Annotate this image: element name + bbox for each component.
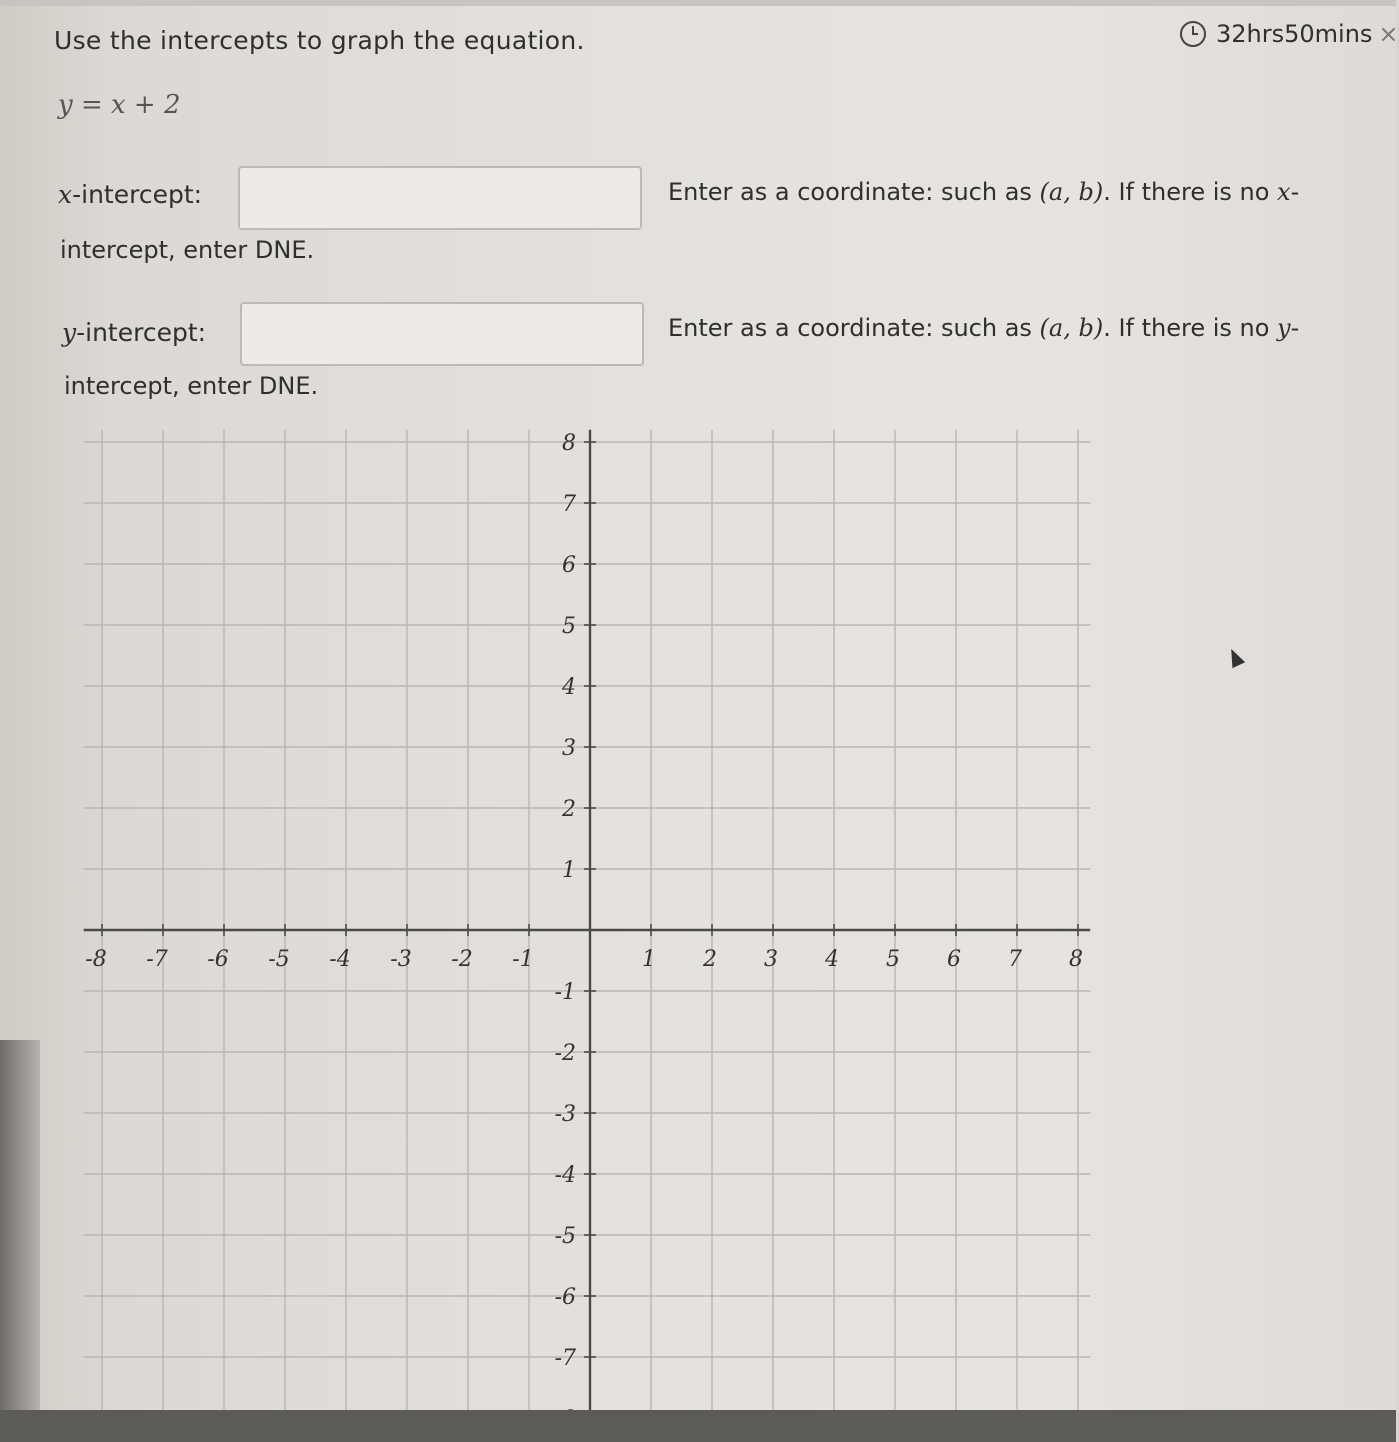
- y-intercept-input[interactable]: [240, 302, 644, 366]
- clock-icon: [1180, 21, 1206, 47]
- x-hint-prefix: Enter as a coordinate: such as: [668, 178, 1040, 206]
- y-tick-label: 8: [562, 431, 576, 456]
- x-intercept-hint: [668, 178, 1299, 206]
- x-tick-label: 5: [886, 947, 900, 972]
- y-tick-label: -7: [554, 1346, 576, 1371]
- x-tick-label: -7: [146, 947, 168, 972]
- bottom-bezel: [0, 1410, 1396, 1442]
- y-hint-var: y: [1277, 314, 1291, 342]
- x-hint-example: (a, b): [1039, 178, 1104, 206]
- x-tick-label: 7: [1008, 947, 1022, 972]
- timer-text: 32hrs50mins: [1216, 20, 1373, 48]
- y-intercept-hint: [668, 314, 1299, 342]
- timer-close-icon[interactable]: ×: [1378, 20, 1399, 48]
- x-tick-label: 6: [947, 947, 961, 972]
- x-intercept-hint-continued: intercept, enter DNE.: [60, 236, 315, 264]
- y-intercept-hint-continued: intercept, enter DNE.: [64, 372, 319, 400]
- x-tick-label: -4: [329, 947, 351, 972]
- y-tick-label: -5: [554, 1224, 576, 1249]
- question-instruction: Use the intercepts to graph the equation.: [54, 26, 585, 55]
- y-tick-label: 6: [562, 553, 576, 578]
- screen-edge-shadow: [0, 1040, 40, 1442]
- x-intercept-input[interactable]: [238, 166, 642, 230]
- x-tick-label: -8: [85, 947, 107, 972]
- x-tick-label: 8: [1069, 947, 1083, 972]
- x-tick-label: 2: [703, 947, 717, 972]
- x-tick-label: -5: [268, 947, 290, 972]
- x-intercept-label: [58, 180, 202, 209]
- y-intercept-var: y: [62, 318, 77, 347]
- y-tick-label: -1: [554, 980, 576, 1005]
- y-hint-dash: -: [1290, 314, 1300, 342]
- timer: [1180, 20, 1399, 48]
- x-tick-label: -3: [390, 947, 412, 972]
- x-tick-label: -1: [512, 947, 534, 972]
- equation: y = x + 2: [58, 90, 181, 120]
- y-hint-prefix: Enter as a coordinate: such as: [668, 314, 1040, 342]
- x-tick-label: 1: [642, 947, 656, 972]
- x-tick-label: -2: [451, 947, 473, 972]
- x-hint-var: x: [1277, 178, 1291, 206]
- x-tick-label: 3: [764, 947, 778, 972]
- y-tick-label: -6: [554, 1285, 576, 1310]
- y-intercept-label: [62, 318, 206, 347]
- x-intercept-label-text: -intercept:: [72, 180, 203, 209]
- y-tick-label: 2: [562, 797, 576, 822]
- y-hint-example: (a, b): [1039, 314, 1104, 342]
- y-intercept-label-text: -intercept:: [76, 318, 207, 347]
- y-hint-suffix: . If there is no: [1103, 314, 1278, 342]
- y-tick-label: 4: [562, 675, 576, 700]
- y-tick-label: -2: [554, 1041, 576, 1066]
- x-tick-label: -6: [207, 947, 229, 972]
- y-tick-label: -4: [554, 1163, 576, 1188]
- y-tick-label: 5: [562, 614, 576, 639]
- y-tick-label: -3: [554, 1102, 576, 1127]
- top-border: [0, 0, 1396, 6]
- y-tick-label: 3: [562, 736, 576, 761]
- x-hint-suffix: . If there is no: [1103, 178, 1278, 206]
- graph-canvas[interactable]: [70, 420, 1100, 1442]
- x-intercept-var: x: [58, 180, 73, 209]
- y-tick-label: 7: [562, 492, 576, 517]
- x-hint-dash: -: [1290, 178, 1300, 206]
- y-tick-label: 1: [562, 858, 576, 883]
- x-tick-label: 4: [825, 947, 839, 972]
